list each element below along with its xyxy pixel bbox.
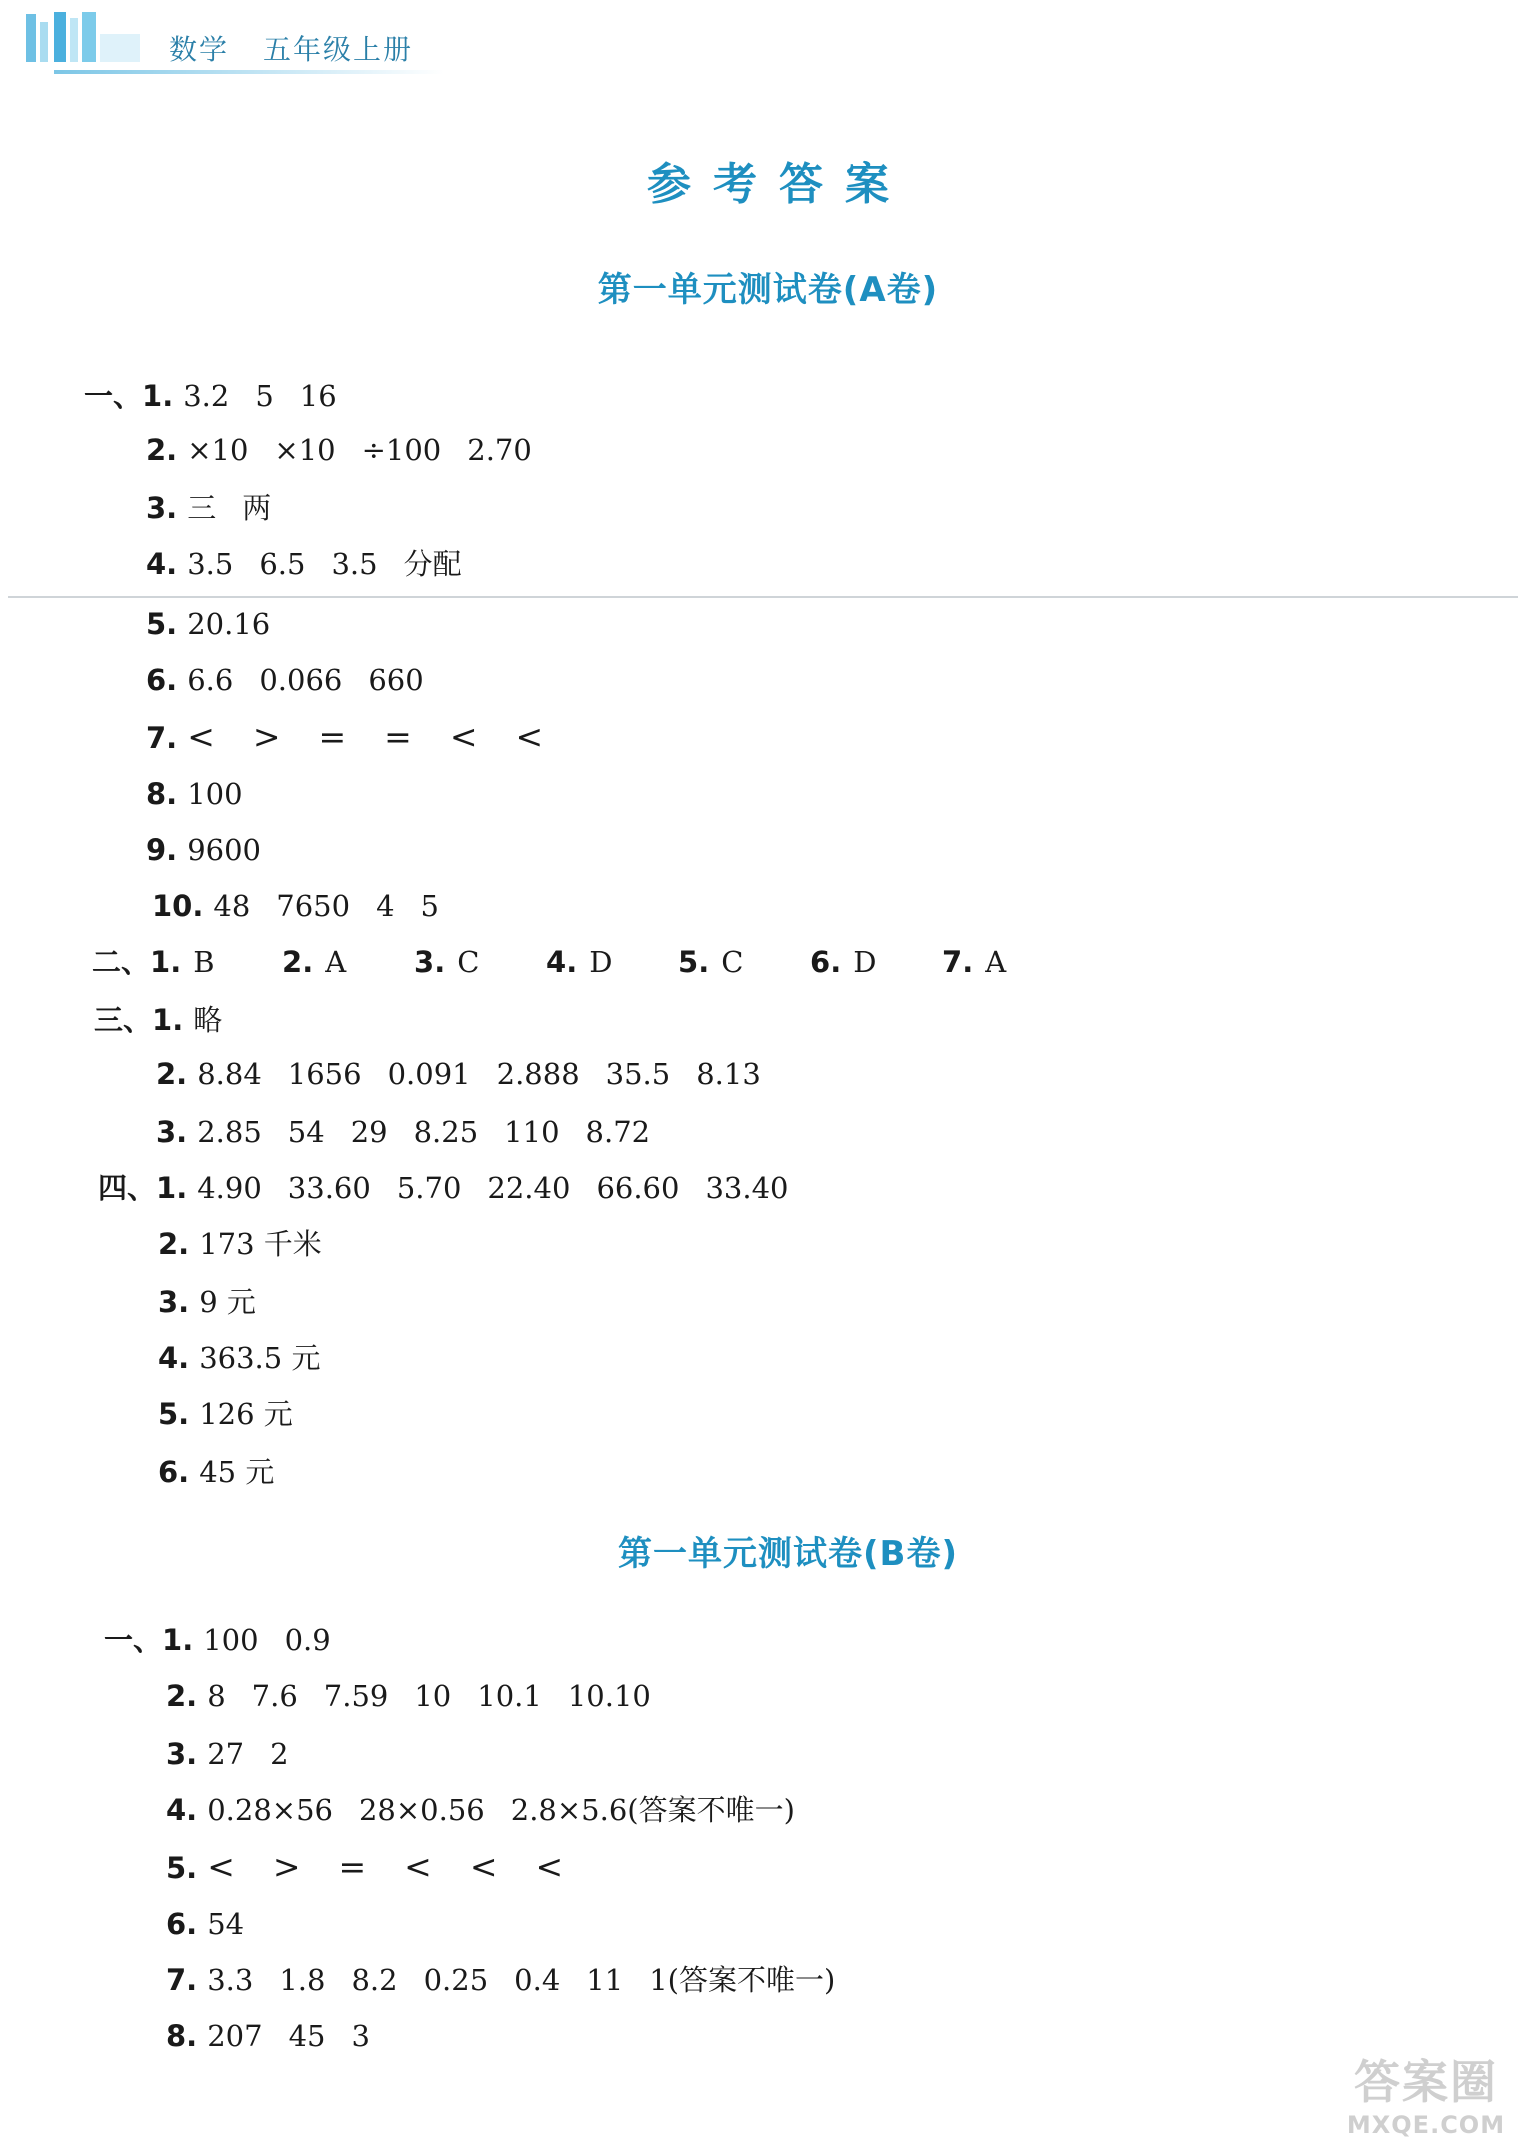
question-number: 1.	[142, 379, 174, 413]
answer: 0.9	[284, 1623, 331, 1657]
answer: 2	[270, 1737, 289, 1771]
watermark-url: MXQE.COM	[1346, 2111, 1506, 2139]
answer: 5	[255, 379, 274, 413]
mc-answer: 4. D	[546, 945, 613, 979]
unit-a-s1-item-2	[146, 433, 558, 467]
mc-answer: 6. D	[810, 945, 877, 979]
unit-b-s1-item-5	[166, 1847, 589, 1886]
unit-b-s1-item-7	[166, 1963, 861, 1997]
unit-a-s1-item-9	[146, 833, 287, 867]
question-number: 3.	[146, 491, 178, 525]
site-watermark	[1326, 2054, 1526, 2146]
question-number: 7.	[146, 721, 178, 755]
unit-a-s1-item-3	[146, 491, 297, 525]
answer: 8.84	[197, 1057, 262, 1091]
question-number: 3.	[156, 1115, 188, 1149]
answer: <	[515, 717, 544, 756]
answer: 分配	[403, 547, 462, 581]
unit-a-title: 第一单元测试卷(A卷)	[597, 270, 939, 310]
header-grade: 五年级上册	[263, 33, 414, 66]
answer: 2.8×5.6(答案不唯一)	[510, 1793, 795, 1827]
answer: 33.60	[287, 1171, 371, 1205]
unit-b-s1-item-4	[166, 1793, 821, 1827]
answer: =	[318, 717, 347, 756]
question-number: 6.	[166, 1907, 198, 1941]
question-number: 6.	[146, 663, 178, 697]
answer: 6.5	[259, 547, 306, 581]
answer: 9600	[187, 833, 262, 867]
unit-b-s1-item-2	[166, 1679, 677, 1713]
unit-a-s1-item-6	[146, 663, 450, 697]
unit-a-s1-item-10	[152, 889, 465, 923]
unit-b-s1-item-6	[166, 1907, 270, 1941]
mc-answer: 3. C	[414, 945, 480, 979]
answer: 4	[376, 889, 395, 923]
page-title: 参考答案	[647, 159, 911, 210]
question-number: 2.	[146, 433, 178, 467]
answer: >	[272, 1847, 301, 1886]
answer: 3.3	[207, 1963, 254, 1997]
answer: =	[338, 1847, 367, 1886]
answer: 8.2	[351, 1963, 398, 1997]
answer: 45 元	[199, 1455, 275, 1489]
unit-b-s1-item-1	[104, 1623, 357, 1657]
page-header	[24, 8, 444, 68]
answer: 2.70	[467, 433, 532, 467]
answer: 2.888	[496, 1057, 580, 1091]
answer: 10	[414, 1679, 452, 1713]
answer: 54	[287, 1115, 325, 1149]
answer: 110	[504, 1115, 560, 1149]
answer: 660	[368, 663, 424, 697]
answer: 8.13	[696, 1057, 761, 1091]
unit-a-s4-item-5	[158, 1397, 319, 1431]
answer: 33.40	[705, 1171, 789, 1205]
watermark-logo-text: 答案圈	[1354, 2055, 1498, 2109]
unit-a-s1-item-1	[84, 379, 363, 413]
answer: 3.2	[183, 379, 230, 413]
question-number: 9.	[146, 833, 178, 867]
question-number: 5.	[166, 1851, 198, 1885]
question-number: 3.	[166, 1737, 198, 1771]
answer: 三	[187, 491, 217, 525]
unit-a-s1-item-5	[146, 607, 296, 641]
answer: 22.40	[487, 1171, 571, 1205]
mc-answer: 7. A	[942, 945, 1007, 979]
unit-a-s3-item-2	[156, 1057, 787, 1091]
answer: ×10	[187, 433, 249, 467]
answer: 5	[420, 889, 439, 923]
answer: 6.6	[187, 663, 234, 697]
mc-answer: 5. C	[678, 945, 744, 979]
question-number: 6.	[158, 1455, 190, 1489]
question-number: 8.	[166, 2019, 198, 2053]
answer: 1(答案不唯一)	[649, 1963, 836, 1997]
answer: 11	[586, 1963, 624, 1997]
answer: 28×0.56	[358, 1793, 485, 1827]
answer: 126 元	[199, 1397, 293, 1431]
fold-divider	[8, 596, 1518, 598]
question-number: 3.	[158, 1285, 190, 1319]
answer: 0.28×56	[207, 1793, 333, 1827]
question-number: 4.	[146, 547, 178, 581]
answer: 66.60	[596, 1171, 680, 1205]
question-number: 1.	[152, 1003, 184, 1037]
mc-answer: 2. A	[282, 945, 347, 979]
question-number: 8.	[146, 777, 178, 811]
unit-b-title: 第一单元测试卷(B卷)	[618, 1534, 958, 1574]
question-number: 10.	[152, 889, 204, 923]
answer: 2.85	[197, 1115, 262, 1149]
question-number: 1.	[162, 1623, 194, 1657]
header-label	[169, 28, 413, 68]
answer: 略	[193, 1003, 223, 1037]
unit-b-s1-item-3	[166, 1737, 315, 1771]
answer: 5.70	[396, 1171, 462, 1205]
answer: 20.16	[187, 607, 271, 641]
answer: 100	[187, 777, 243, 811]
header-subject: 数学	[169, 33, 230, 66]
unit-a-s1-item-7	[146, 717, 569, 756]
section-label: 三、	[94, 1003, 153, 1037]
unit-a-s4-item-6	[158, 1455, 300, 1489]
header-underline	[54, 70, 444, 74]
answer: 4.90	[197, 1171, 262, 1205]
question-number: 1.	[156, 1171, 188, 1205]
answer: 27	[207, 1737, 245, 1771]
unit-a-s3-item-1	[94, 1003, 248, 1037]
unit-a-s4-item-1	[98, 1171, 815, 1205]
answer: ÷100	[361, 433, 442, 467]
answer: 48	[213, 889, 251, 923]
answer: <	[404, 1847, 432, 1886]
question-number: 2.	[166, 1679, 198, 1713]
answer: 0.091	[387, 1057, 471, 1091]
answer: 1656	[287, 1057, 362, 1091]
answer: 8.72	[585, 1115, 651, 1149]
answer: 0.066	[259, 663, 343, 697]
unit-b-s1-item-8	[166, 2019, 396, 2053]
answer: <	[449, 717, 478, 756]
question-number: 5.	[146, 607, 178, 641]
section-label: 二、	[92, 945, 151, 979]
question-number: 5.	[158, 1397, 190, 1431]
answer: 207	[207, 2019, 263, 2053]
unit-a-s2-row	[92, 945, 1074, 979]
book-logo-icon	[24, 8, 154, 68]
answer: <	[187, 717, 215, 756]
answer: 7.59	[323, 1679, 389, 1713]
unit-a-s3-item-3	[156, 1115, 676, 1149]
answer: 100	[203, 1623, 259, 1657]
answer: <	[207, 1847, 235, 1886]
section-label: 一、	[104, 1623, 163, 1657]
answer: 1.8	[279, 1963, 326, 1997]
answer: 9 元	[199, 1285, 256, 1319]
answer: <	[535, 1847, 564, 1886]
answer: 10.10	[567, 1679, 651, 1713]
answer: 16	[299, 379, 337, 413]
answer: 173 千米	[199, 1227, 322, 1261]
question-number: 4.	[158, 1341, 190, 1375]
answer: 35.5	[605, 1057, 671, 1091]
answer: 0.4	[514, 1963, 561, 1997]
answer: 0.25	[423, 1963, 489, 1997]
answer: 8.25	[413, 1115, 479, 1149]
answer: 54	[207, 1907, 245, 1941]
unit-a-s1-item-4	[146, 547, 488, 581]
answer: 3.5	[331, 547, 378, 581]
answer: 363.5 元	[199, 1341, 321, 1375]
answer: =	[384, 717, 412, 756]
answer: ×10	[274, 433, 336, 467]
answer: 两	[242, 491, 272, 525]
unit-a-s1-item-8	[146, 777, 269, 811]
answer: 8	[207, 1679, 226, 1713]
question-number: 7.	[166, 1963, 198, 1997]
question-number: 2.	[156, 1057, 188, 1091]
answer: 3.5	[187, 547, 234, 581]
question-number: 4.	[166, 1793, 198, 1827]
question-number: 2.	[158, 1227, 190, 1261]
answer: 10.1	[477, 1679, 542, 1713]
answer: 7650	[276, 889, 351, 923]
unit-a-s4-item-2	[158, 1227, 348, 1261]
answer: 29	[350, 1115, 388, 1149]
answer: <	[469, 1847, 498, 1886]
section-label: 四、	[98, 1171, 157, 1205]
unit-a-s4-item-4	[158, 1341, 346, 1375]
answer: 3	[351, 2019, 370, 2053]
answer: >	[252, 717, 281, 756]
mc-answer: 1. B	[150, 945, 215, 979]
section-label: 一、	[84, 379, 143, 413]
answer: 45	[288, 2019, 326, 2053]
answer: 7.6	[251, 1679, 298, 1713]
unit-a-s4-item-3	[158, 1285, 282, 1319]
